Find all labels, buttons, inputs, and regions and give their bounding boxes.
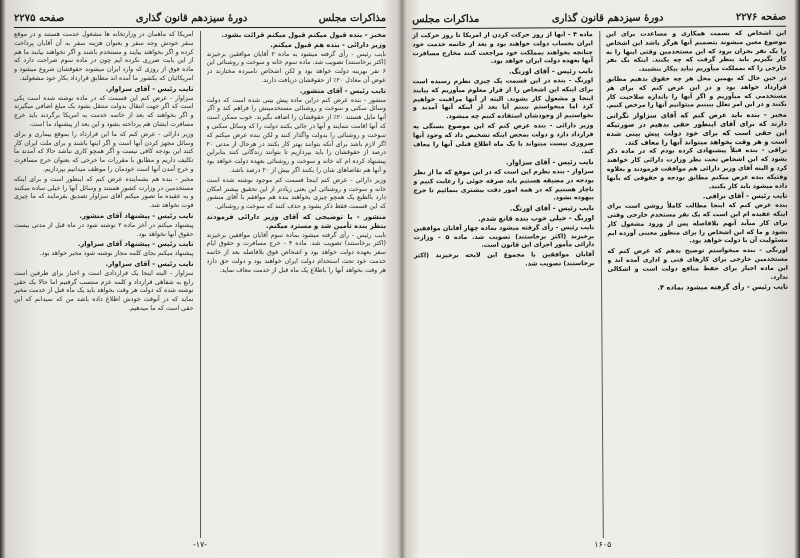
paragraph: نایب رئیس - آقای منشور. [299, 86, 386, 95]
right-page-header [412, 9, 786, 28]
right-column-first [606, 30, 790, 538]
paragraph: پیشنهاد میکنم در آخر ماده ۲ نوشته شود در ماه قبل از مدتی بیست حقوق آنها نخواهد بود. [14, 221, 194, 238]
paragraph: نایب رئیس - رأی گرفته میشود بماده سوم آقایان موافقین برخیزند (اکثر برخاستند) تصویب شد. ماده ۴ - خرج مسافرت و حقوق ایام سفر بعهده دولت خواهد بود و اشخاص فوق بلافاصله بعد از خاتمه خدمت خود تحت استخدام دولت ایران خواهند بود و دولت حق دارد هر وقت بخواهد آنها را باطلاع یک ماه قبل از خدمت معاف نماید. [206, 231, 386, 274]
paragraph: مخبر - بنده قبول میکنم قبول میکنم قرائت بشود. [221, 31, 386, 39]
right-page [408, 3, 794, 554]
paragraph: آقایان موافقین با مجموع این لایحه برخیزند (اکثر برخاستند) تصویب شد. [413, 251, 595, 268]
paragraph: امریکا که ماهمان در وزارتخانه ها مشغول خدمت هستند و در موقع سفر خودش وجه سفر و بعنوان هزینه سفر به آن آقایان پرداخت کرده و اگر بخواهند بیایند و مستخدم باشند و اگر نخواهند بیایند ما هم از این بابت ضرری نکرده ایم چون در ماده سوم صراحت دارد که ماده فوق از روزی که وارد ایران میشوند حقوقشان شروع میشود و امریکائیان که بکشور ما آمده اند مطابق قرارداد بکار خود مشغولند. [14, 31, 194, 82]
paragraph: منشور - بنده عرض کنم دراین ماده پیش بینی شده است که دولت وسائل سکنی و سوخت و روشنائی مستخدمینش را فراهم کند و اگر آنها مایل هستند ۲۰٪ از حقوقشان را اضافه بگیرند. خوب ممکن است که آنها اقامت ننمایند و آنها در جائی بکنند دولت را که وسائل سکنی و سوخت و روشنائی را بدولت واگذار کنند و لکن بنده عرض میکنم که اگر لازم باشد برای آنکه بتوانند بهتر کار بکنند در هرحال از مدتی ۲۰ درصد از حقوقشان را باید بپردازیم تا بتوانند زندگانی کنند بنابراین پیشنهاد کرده ام که خانه و سوخت و روشنائی بعهده دولت خواهد بود و آنها هم تقاضاهای شان را بکنند اگر بیش از ۲۰ درصد باشد. [206, 96, 386, 174]
paragraph: نایب رئیس - پیشنهاد آقای منشور. [79, 211, 194, 220]
left-column-second [14, 31, 194, 538]
paragraph: وزیر دارائی - بنده هم قبول میکنم. [270, 40, 386, 49]
paragraph: سزاوار - البته اینجا یک قراردادی است و اجبار برای طرفین است رابع به شفاهی قرارداد و کلمه عزم منتسب گرفتیم اما حالا یک حقی نوشته شده که دولت هر وقت بخواهد باید یک ماه قبل از خدمت مخبر نماید که در آنوقت خودش اطلاع داده باشد من که نمیدانم که این حقی است که ما میدهیم. [14, 269, 194, 312]
paragraph: نایب رئیس - آقای سزاوار. [505, 158, 594, 167]
paragraph: این اشخاص که بسمت همکاری و مساعدت برای این موضوع معین میشوند بتصمیم آنها هرگز باشد این اشخاص را یک نفر بحران برود که این مستخدمین وقتی اینها را به کار بگیریم باید بنظر گرفت که چه بکنند. اینکه یک نفر خارجی را که بمملکت میآوریم نباید بیکار بنشیند. [605, 29, 787, 73]
left-column-divider [200, 31, 201, 538]
paragraph: در حین حال که بهمین محل هر چه حقوق بدهیم مطابق قرارداد خواهد بود و در این عرض کنم که برای هر مستخدمی که میآوریم و اگر آنها را باندازه صلاحیت کار نکنند و در این امر تعلل ببینیم میتوانیم آنها را مرخص کنیم. [606, 74, 787, 110]
right-page-center-title: دورهٔ سیزدهم قانون گذاری [551, 12, 664, 24]
right-column-divider [599, 31, 604, 538]
right-column-second [412, 31, 596, 539]
paragraph: نایب رئیس - پیشنهاد آقای سزاوار. [77, 240, 194, 249]
left-page-side-title: مذاکرات مجلس [318, 12, 386, 24]
paragraph: نایب رئیس - آقای اورنگ. [508, 67, 594, 76]
left-page-center-title: دورهٔ سیزدهم قانون گذاری [135, 12, 248, 24]
left-page-number: صفحه ۲۲۷۵ [14, 12, 65, 24]
right-page-footer: ۱۶۰۵ [594, 539, 612, 550]
left-page-header [14, 10, 386, 26]
left-page-footer: -۱۷- [193, 540, 207, 549]
paragraph: نراقی - بنده قبلاً پیشنهادی کرده بودم که در ماده ذکر بشود که این اشخاص تحت نظر وزارت دارائی کار خواهند کرد و البته آقای وزیر دارائی هم موافقت فرمودند و بعلاوه وقتیکه بنده عرض میکنم مطابق بودجه و حقوقی که بآنها داده میشود باید کار بکنند. [606, 147, 788, 190]
paragraph: ماده ۴ - آنها از روز حرکت کردن از آمریکا تا روز حرکت از ایران بحساب دولت خواهند بود و بعد از خاتمه خدمت خود چنانچه بخواهند بمملکت خود مراجعت کنند مخارج مسافرت آنها بعهده دولت ایران خواهد بود. [412, 31, 594, 66]
paragraph: وزیر دارائی - عرض کنم که ما این قرارداد را بموقع بیماری و برای وسائل مجهز کردن آنها است و اگر اینها باشند و برای ملت ایران کار کنند این بودجه کافی نیست و اگر همچو کاری نباشد حالا که آمدند ما تکلیف داریم و مطابق با مقررات ما خرجی که بعنوان خرج مسافرت و خرج آمدن آنها است خودمان را موظف میدانیم بپردازیم. [14, 130, 194, 173]
paragraph: نایب رئیس - رأی گرفته میشود بماده چهار آقایان موافقین برخیزند (اکثر برخاستند) تصویب شد. ماده ۵ - وزارت دارائی مأمور اجرای این قانون است. [413, 223, 595, 250]
paragraph: منشور - با توضیحی که آقای وزیر دارائی فرمودند بنظر بنده تأمین شد و مسترد میکنم. [206, 212, 386, 230]
paragraph: وزیر دارائی - عرض کنم اینجا قسمت کم موجود نوشته شده است خانه و سوخت و روشنائی این بعنی زیادتر از این تحقیق بیشتر امکان دارد بالطبع یک همچو چیزی بخواهند بنده هم موافقم با آقای منشور که این قسمت فقط ذکر بشود و حذف کنند که سوخت و روشنائی. [206, 176, 386, 211]
left-page-columns [14, 31, 386, 538]
left-page [10, 4, 390, 552]
left-column-first [207, 31, 387, 538]
paragraph: وزیر دارائی - بنده عرض کنم که این موضوع بستگی به قرارداد دارد و دولت بمحض اینکه تشخیص داد که وجود آنها ضروری نیست میتواند با یک ماه اطلاع قبلی آنها را معاف کند. [412, 122, 594, 156]
right-page-number: صفحه ۲۲۷۶ [735, 11, 787, 23]
paragraph: پیشنهاد میکنم بجای کلمه مجاز نوشته شود مخبر خواهد بود. [39, 250, 194, 258]
paragraph: بنده عرض کنم که اینجا مطالب کاملاً روشن است برای اینکه عقیده ام این است که یک نفر مستخدم خارجی وقتی برای کار میآید آنهم بلافاصله پس از ورود مشغول کار بشود و ما که این اشخاص را برای منظور معینی آورده ایم مسئولیت آن با دولت خواهد بود. [606, 201, 788, 245]
paragraph: نایب رئیس - رأی گرفته میشود به ماده ۲ آقایان موافقین برخیزند (اکثر برخاستند) تصویب شد. ماده سوم خانه و سوخت و روشنائی این ۶ نفر بهزینه دولت خواهد بود و لکن اشخاص نامبرده مختارند در عوض آن معادل ۲۰٪ از حقوقشان دریافت دارند. [206, 50, 386, 84]
paragraph: سزاوار - بنده نظرم این است که در این موقع که ما از نظر بودجه در مضیقه هستیم باید صرفه جوئی را رعایت کنیم و ناچار هستیم که در همه امور دقت بیشتری بنمائیم تا خرج بیهوده نشود. [413, 168, 594, 202]
right-page-columns [412, 30, 790, 540]
paragraph: مخبر - بنده هم بشماینده عرض کنم که اینطور است و برای اینکه مستخدمین در وزارت کشور هستند و وسائل آنها را خیلی ساده میکنند و به عقیده ما تصور میکنم آقای سزاوار تصدیق بفرمایند که ما چیزی فوت نخواهد شد. [14, 175, 194, 210]
paragraph: نایب رئیس - آقای سزاوار. [105, 259, 194, 268]
paragraph: اورنگ - بنده در این قسمت یک چیزی نظرم رسیده است برای اینکه این اشخاص را از قرار معلوم میآوریم که بیایند اینجا و مشغول کار بشوند. البته از آنها مراقبت خواهیم کرد اما میخواستم ببینم آیا بعد از اینکه آنها آمدند و نخواستیم از وجودشان استفاده کنیم چه میشود. [412, 77, 594, 121]
paragraph: مخبر - بنده باید عرض کنم که آقای سزاوار نگرانی دارند که برای آقای اینطور حقی بدهیم در صورتیکه این حقی است که برای خود دولت پیش بینی شده است و هر وقت بخواهد میتواند آنها را معاف کند. [606, 110, 788, 147]
paragraph: نایب رئیس - آقای اورنگ. [509, 204, 595, 213]
paragraph: اورنگی - بنده میخواستم توضیح بدهم که عرض کنم که مستخدمین خارجی برای کارهای فنی و اداری آمده اند و این ماده اجبار برای حفظ منافع دولت است و اشکالی ندارد. [607, 246, 789, 281]
paragraph: نایب رئیس - رأی گرفته میشود بماده ۴. [657, 283, 789, 292]
left-header-rule [14, 27, 386, 28]
paragraph: سزاوار - عرض کنم این قسمت که در ماده نوشته شده است یکی است که اگر جهت انتقال بدولت منتقل بشود یک مبلغ اضافی میگیرند و اگر بخواهند که بعد از خاتمه خدمت به امریکا برگردند باید خرج مسافرت ایشان هم پرداخته بشود و این بعد از پیشنهاد ما است. [14, 94, 194, 128]
paragraph: نایب رئیس - آقای نراقی. [702, 192, 788, 201]
right-page-side-title: مذاکرات مجلس [412, 13, 480, 25]
paragraph: نایب رئیس - آقای سزاوار. [105, 84, 194, 93]
paragraph: اورنگ - خیلی خوب بنده قانع شدم. [478, 213, 595, 223]
